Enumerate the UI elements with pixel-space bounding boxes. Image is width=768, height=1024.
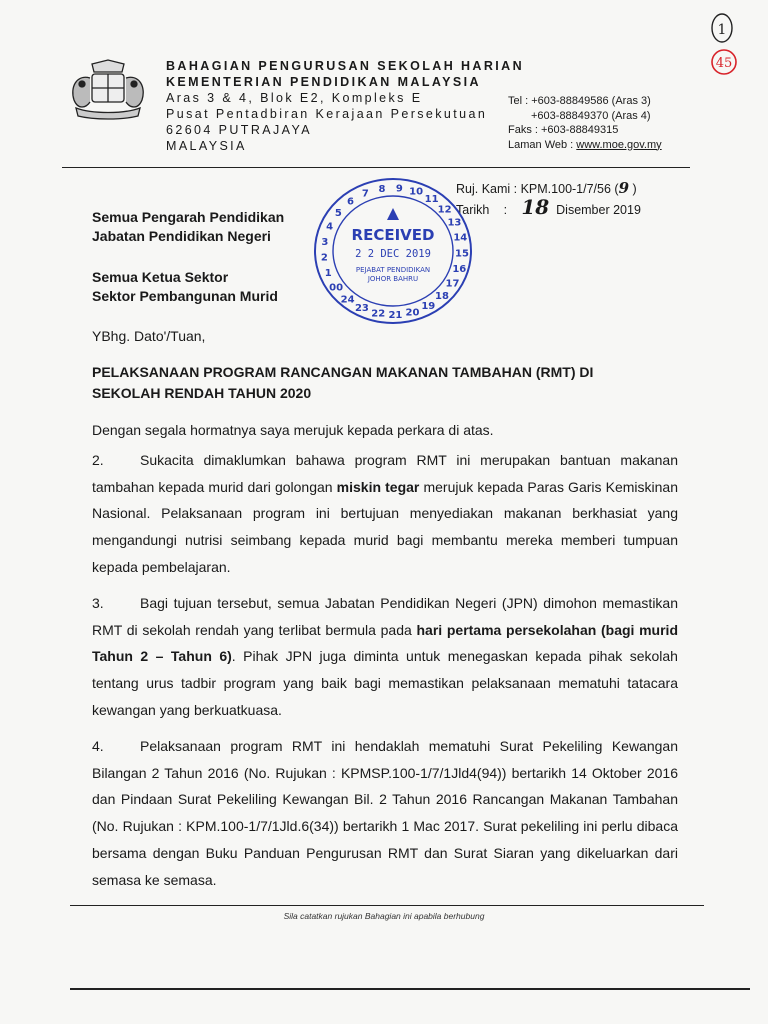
stamp-digit: 1: [324, 268, 332, 280]
telephone-2: +603-88849370 (Aras 4): [531, 109, 651, 122]
paragraph-3: [92, 590, 678, 724]
stamp-digit: 9: [395, 183, 403, 195]
stamp-digit: 7: [361, 188, 369, 200]
stamp-digit: 18: [435, 291, 449, 303]
page-number-circle: 45: [715, 56, 733, 71]
stamp-office-2: JOHOR BAHRU: [367, 275, 419, 283]
fax: Faks : +603-88849315: [508, 124, 619, 136]
stamp-office-1: PEJABAT PENDIDIKAN: [355, 266, 431, 274]
reference-close: ): [629, 182, 637, 196]
stamp-triangle-icon: [387, 208, 399, 220]
subject-line-2: SEKOLAH RENDAH TAHUN 2020: [92, 385, 312, 401]
stamp-digit: 17: [445, 278, 460, 290]
paragraph-4-text: Pelaksanaan program RMT ini hendaklah mematuhi Surat Pekeliling Kewangan Bilangan 2 Tahun 2016 (No. Rujukan : KPMSP.100-1/7/1Jld4(94)) bertarikh 14 Oktober 2016 dan Pindaan Surat Pekeliling Kewangan Bil. 2 Tahun 2016 Rancangan Makanan Tambahan (No. Rujukan : KPM.100-1/7/1Jld.6(34)) bertarikh 1 Mac 2017. Surat pekeliling ini perlu dibaca bersama dengan Buku Panduan Pengurusan RMT dan Surat Siaran yang dikeluarkan dari semasa ke semasa.: [92, 738, 678, 888]
stamp-digit: 12: [437, 204, 452, 216]
paragraph-4-number: 4.: [92, 738, 104, 754]
reference-label: Ruj. Kami : KPM.100-1/7/56 (: [456, 182, 619, 196]
footer-note: Sila catatkan rujukan Bahagian ini apabila berhubung: [283, 911, 485, 921]
stamp-digit: 3: [321, 236, 329, 248]
org-line-6: MALAYSIA: [166, 139, 247, 153]
stamp-digit: 00: [329, 282, 344, 294]
website: [508, 138, 662, 153]
stamp-digit: 15: [455, 248, 469, 260]
org-line-4: Pusat Pentadbiran Kerajaan Persekutuan: [166, 107, 488, 121]
footer-divider: [70, 905, 704, 906]
stamp-digit: 16: [452, 264, 467, 275]
stamp-digit: 11: [424, 193, 439, 205]
stamp-date: 2 2 DEC 2019: [355, 248, 431, 260]
website-link[interactable]: www.moe.gov.my: [576, 138, 662, 151]
date-colon: :: [503, 203, 508, 217]
paragraph-2: [92, 447, 678, 581]
organization-address: [166, 58, 524, 154]
stamp-digit: 10: [409, 186, 424, 198]
page-number-mark: [702, 8, 748, 76]
paragraph-4: [92, 733, 678, 893]
org-line-1: BAHAGIAN PENGURUSAN SEKOLAH HARIAN: [166, 59, 524, 73]
paragraph-3-bold: hari pertama persekolahan (bagi murid Tahun 2 – Tahun 6): [92, 621, 678, 665]
contact-info: [508, 94, 662, 152]
page-bottom-line: [70, 988, 750, 990]
paragraph-3-number: 3.: [92, 595, 104, 611]
stamp-digit: 6: [347, 196, 354, 208]
org-line-2: KEMENTERIAN PENDIDIKAN MALAYSIA: [166, 75, 481, 89]
stamp-digit: 5: [334, 207, 342, 219]
stamp-digit: 2: [320, 252, 328, 264]
recipient-2: [92, 268, 278, 306]
recipient-2-line-2: Sektor Pembangunan Murid: [92, 288, 278, 304]
stamp-digit: 8: [378, 183, 386, 195]
date-label: Tarikh: [456, 203, 490, 217]
stamp-digit: 20: [405, 307, 420, 319]
opening-paragraph: Dengan segala hormatnya saya merujuk kepada perkara di atas.: [92, 422, 494, 438]
org-line-3: Aras 3 & 4, Blok E2, Kompleks E: [166, 91, 423, 105]
recipient-1-line-2: Jabatan Pendidikan Negeri: [92, 228, 271, 244]
paragraph-2-bold: miskin tegar: [336, 478, 420, 495]
page-number-top: 1: [717, 22, 727, 38]
stamp-digit: 23: [354, 303, 369, 315]
stamp-digit: 22: [371, 308, 386, 320]
date-day-handwritten: 18: [521, 195, 550, 219]
org-line-5: 62604 PUTRAJAYA: [166, 123, 313, 137]
subject-title: [92, 362, 712, 404]
stamp-digit: 13: [447, 217, 462, 229]
stamp-digit: 24: [340, 294, 355, 306]
stamp-received: RECEIVED: [351, 226, 435, 244]
paragraph-2-text-1: Sukacita dimaklumkan bahawa program RMT ini merupakan bantuan makanan tambahan kepada murid dari golongan: [92, 452, 678, 495]
website-label: Laman Web :: [508, 138, 577, 151]
malaysia-crest-icon: [62, 58, 154, 128]
recipient-2-line-1: Semua Ketua Sektor: [92, 269, 229, 285]
stamp-digit: 4: [326, 221, 334, 233]
paragraph-2-text-2: merujuk kepada Paras Garis Kemiskinan Nasional. Pelaksanaan program ini bertujuan menyediakan makanan berkhasiat yang mengandungi nutrisi seimbang kepada murid bagi membantu mereka memberi tumpuan kepada pembelajaran.: [92, 478, 678, 575]
received-stamp: [312, 176, 474, 326]
salutation: YBhg. Dato'/Tuan,: [92, 328, 206, 344]
paragraph-3-text-2: . Pihak JPN juga diminta untuk menegaskan kepada pihak sekolah tentang urus tadbir program yang baik bagi memastikan pelaksanaan mematuhi tatacara kewangan yang berkuatkuasa.: [92, 648, 678, 718]
reference-date: [456, 195, 641, 219]
stamp-digit: 19: [421, 301, 436, 312]
header-divider: [62, 167, 690, 168]
recipient-1-line-1: Semua Pengarah Pendidikan: [92, 209, 285, 225]
reference-handwritten: 9: [618, 179, 630, 197]
paragraph-3-text-1: Bagi tujuan tersebut, semua Jabatan Pendidikan Negeri (JPN) dimohon memastikan RMT di sekolah rendah yang terlibat bermula pada: [92, 595, 678, 638]
telephone-1: Tel : +603-88849586 (Aras 3): [508, 95, 651, 107]
stamp-digit: 21: [388, 310, 403, 321]
stamp-digit: 14: [453, 232, 468, 244]
subject-line-1: PELAKSANAAN PROGRAM RANCANGAN MAKANAN TAMBAHAN (RMT) DI: [92, 364, 594, 380]
date-month-year: Disember 2019: [556, 203, 641, 217]
reference-block: [456, 180, 641, 218]
paragraph-2-number: 2.: [92, 452, 104, 468]
recipient-1: [92, 208, 284, 246]
